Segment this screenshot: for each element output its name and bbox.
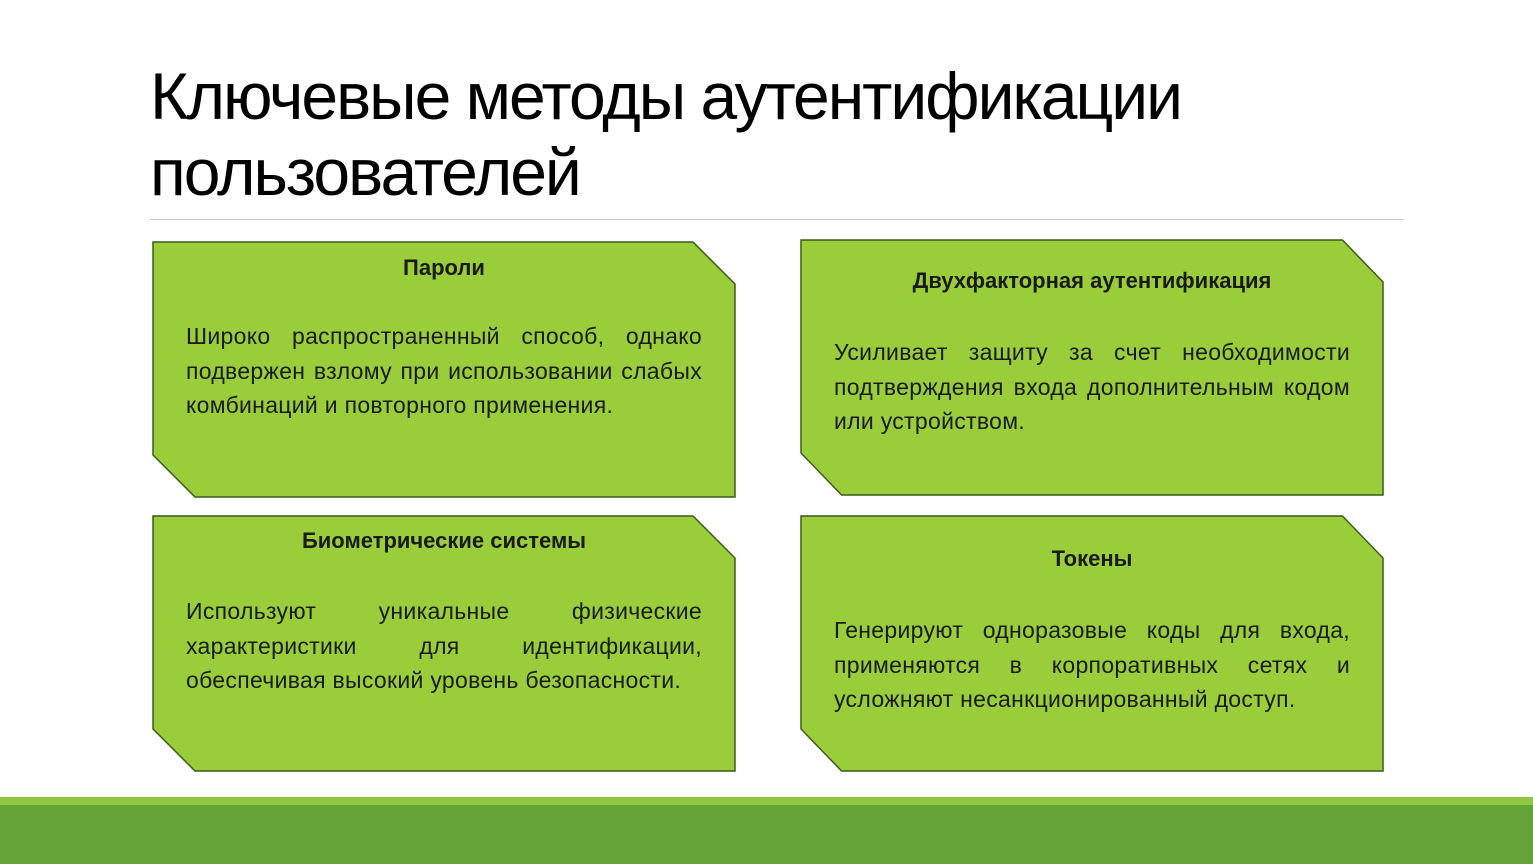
card-text: Генерируют одноразовые коды для входа, применяются в корпоративных сетях и усложняют несанкционированный доступ. bbox=[834, 617, 1350, 712]
card-text: Используют уникальные физические характеристики для идентификации, обеспечивая высокий уровень безопасности. bbox=[186, 598, 702, 693]
title-divider bbox=[150, 219, 1404, 220]
card-two-factor bbox=[800, 239, 1384, 496]
card-heading: Токены bbox=[1051, 546, 1133, 571]
card-biometric bbox=[152, 515, 736, 772]
card-heading: Двухфакторная аутентификация bbox=[912, 268, 1272, 293]
footer-band-light bbox=[0, 797, 1533, 805]
card-passwords bbox=[152, 241, 736, 498]
slide-title: Ключевые методы аутентификации пользователей bbox=[150, 59, 1181, 209]
card-text: Усиливает защиту за счет необходимости подтверждения входа дополнительным кодом или устройством. bbox=[834, 339, 1350, 434]
card-heading: Пароли bbox=[403, 255, 485, 280]
card-text: Широко распространенный способ, однако подвержен взлому при использовании слабых комбинаций и повторного применения. bbox=[186, 323, 702, 418]
card-tokens bbox=[800, 515, 1384, 772]
footer-band-dark bbox=[0, 805, 1533, 864]
card-heading: Биометрические системы bbox=[301, 528, 587, 553]
